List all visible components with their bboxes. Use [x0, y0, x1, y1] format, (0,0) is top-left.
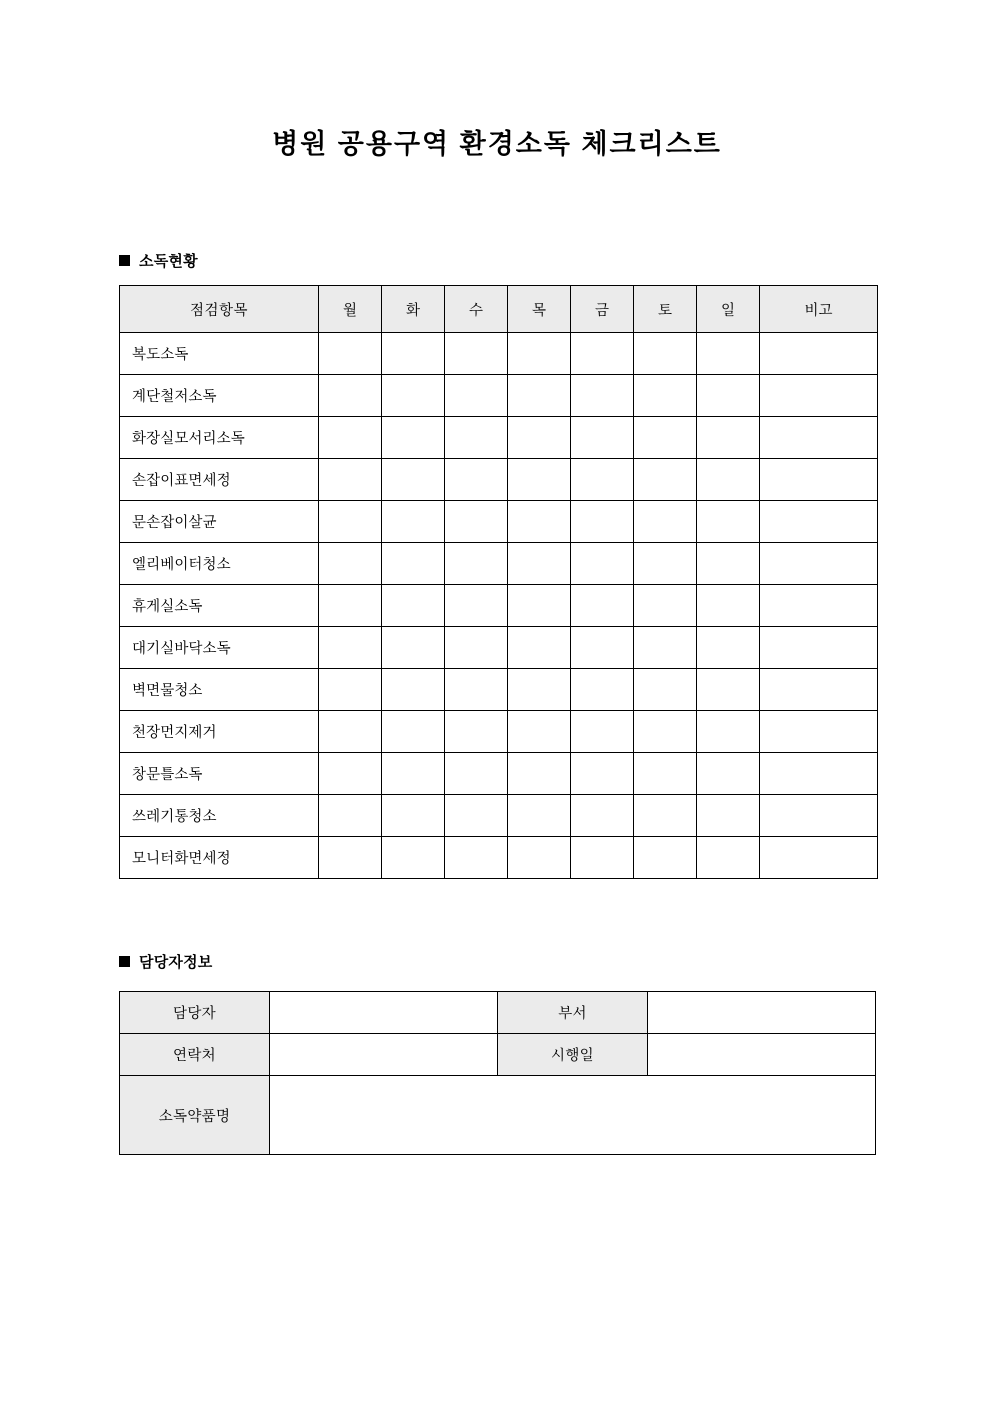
check-cell-mon[interactable] [319, 375, 382, 417]
checklist-item-label: 계단철저소독 [120, 375, 319, 417]
table-row [120, 837, 878, 879]
note-cell[interactable] [760, 837, 878, 879]
check-cell-thu[interactable] [508, 585, 571, 627]
column-header-tue: 화 [382, 286, 445, 333]
check-cell-tue[interactable] [382, 837, 445, 879]
label-person: 담당자 [120, 992, 270, 1034]
table-row [120, 992, 876, 1034]
check-cell-fri[interactable] [571, 543, 634, 585]
check-cell-fri[interactable] [571, 333, 634, 375]
check-cell-thu[interactable] [508, 333, 571, 375]
check-cell-mon[interactable] [319, 417, 382, 459]
note-cell[interactable] [760, 753, 878, 795]
page-title: 병원 공용구역 환경소독 체크리스트 [272, 129, 722, 159]
staff-table-body [120, 992, 876, 1155]
check-cell-thu[interactable] [508, 627, 571, 669]
note-cell[interactable] [760, 627, 878, 669]
check-cell-tue[interactable] [382, 669, 445, 711]
check-cell-thu[interactable] [508, 837, 571, 879]
check-cell-wed[interactable] [445, 837, 508, 879]
check-cell-wed[interactable] [445, 333, 508, 375]
field-contact[interactable] [270, 1034, 498, 1076]
staff-info-table [119, 991, 876, 1155]
note-cell[interactable] [760, 333, 878, 375]
check-cell-sat[interactable] [634, 543, 697, 585]
checklist-item-label: 화장실모서리소독 [120, 417, 319, 459]
check-cell-wed[interactable] [445, 375, 508, 417]
square-bullet-icon [119, 956, 130, 967]
check-cell-sun[interactable] [697, 375, 760, 417]
field-start-date[interactable] [648, 1034, 876, 1076]
check-cell-mon[interactable] [319, 627, 382, 669]
checklist-item-label: 휴게실소독 [120, 585, 319, 627]
checklist-item-label: 쓰레기통청소 [120, 795, 319, 837]
table-row [120, 417, 878, 459]
check-cell-sun[interactable] [697, 501, 760, 543]
status-table-body [120, 333, 878, 879]
check-cell-sun[interactable] [697, 333, 760, 375]
checklist-item-label: 대기실바닥소독 [120, 627, 319, 669]
check-cell-mon[interactable] [319, 753, 382, 795]
check-cell-thu[interactable] [508, 417, 571, 459]
check-cell-mon[interactable] [319, 501, 382, 543]
label-contact: 연락처 [120, 1034, 270, 1076]
note-cell[interactable] [760, 459, 878, 501]
check-cell-tue[interactable] [382, 585, 445, 627]
note-cell[interactable] [760, 669, 878, 711]
checklist-item-label: 벽면물청소 [120, 669, 319, 711]
table-row [120, 753, 878, 795]
check-cell-sat[interactable] [634, 627, 697, 669]
table-row [120, 627, 878, 669]
check-cell-thu[interactable] [508, 669, 571, 711]
check-cell-mon[interactable] [319, 333, 382, 375]
check-cell-mon[interactable] [319, 585, 382, 627]
check-cell-fri[interactable] [571, 795, 634, 837]
check-cell-mon[interactable] [319, 837, 382, 879]
check-cell-wed[interactable] [445, 627, 508, 669]
check-cell-sat[interactable] [634, 837, 697, 879]
check-cell-sun[interactable] [697, 753, 760, 795]
check-cell-sun[interactable] [697, 543, 760, 585]
column-header-sun: 일 [697, 286, 760, 333]
table-row [120, 459, 878, 501]
table-row [120, 795, 878, 837]
disinfection-status-table [119, 285, 878, 879]
check-cell-wed[interactable] [445, 543, 508, 585]
column-header-wed: 수 [445, 286, 508, 333]
check-cell-tue[interactable] [382, 795, 445, 837]
label-chemical: 소독약품명 [120, 1076, 270, 1155]
section-heading-staff-label: 담당자정보 [139, 954, 213, 971]
note-cell[interactable] [760, 375, 878, 417]
check-cell-fri[interactable] [571, 585, 634, 627]
column-header-item: 점검항목 [120, 286, 319, 333]
label-department: 부서 [498, 992, 648, 1034]
check-cell-fri[interactable] [571, 627, 634, 669]
column-header-fri: 금 [571, 286, 634, 333]
check-cell-sat[interactable] [634, 753, 697, 795]
check-cell-tue[interactable] [382, 711, 445, 753]
check-cell-thu[interactable] [508, 711, 571, 753]
check-cell-sun[interactable] [697, 585, 760, 627]
check-cell-mon[interactable] [319, 669, 382, 711]
table-row [120, 543, 878, 585]
check-cell-thu[interactable] [508, 753, 571, 795]
check-cell-fri[interactable] [571, 753, 634, 795]
field-department[interactable] [648, 992, 876, 1034]
check-cell-wed[interactable] [445, 753, 508, 795]
check-cell-tue[interactable] [382, 333, 445, 375]
column-header-mon: 월 [319, 286, 382, 333]
check-cell-mon[interactable] [319, 543, 382, 585]
check-cell-sun[interactable] [697, 627, 760, 669]
table-row [120, 333, 878, 375]
check-cell-fri[interactable] [571, 711, 634, 753]
check-cell-wed[interactable] [445, 417, 508, 459]
note-cell[interactable] [760, 501, 878, 543]
check-cell-sat[interactable] [634, 501, 697, 543]
check-cell-wed[interactable] [445, 711, 508, 753]
check-cell-sat[interactable] [634, 711, 697, 753]
table-header-row [120, 286, 878, 333]
table-row [120, 585, 878, 627]
check-cell-thu[interactable] [508, 459, 571, 501]
check-cell-sat[interactable] [634, 585, 697, 627]
column-header-thu: 목 [508, 286, 571, 333]
check-cell-sat[interactable] [634, 375, 697, 417]
note-cell[interactable] [760, 417, 878, 459]
column-header-sat: 토 [634, 286, 697, 333]
table-row [120, 501, 878, 543]
label-start-date: 시행일 [498, 1034, 648, 1076]
column-header-note: 비고 [760, 286, 878, 333]
check-cell-tue[interactable] [382, 459, 445, 501]
check-cell-sun[interactable] [697, 795, 760, 837]
check-cell-sun[interactable] [697, 459, 760, 501]
check-cell-fri[interactable] [571, 669, 634, 711]
note-cell[interactable] [760, 711, 878, 753]
check-cell-wed[interactable] [445, 459, 508, 501]
check-cell-mon[interactable] [319, 459, 382, 501]
section-heading-status-label: 소독현황 [139, 253, 198, 270]
check-cell-sat[interactable] [634, 669, 697, 711]
checklist-item-label: 천장먼지제거 [120, 711, 319, 753]
check-cell-mon[interactable] [319, 795, 382, 837]
note-cell[interactable] [760, 795, 878, 837]
check-cell-sat[interactable] [634, 333, 697, 375]
check-cell-thu[interactable] [508, 375, 571, 417]
check-cell-thu[interactable] [508, 501, 571, 543]
field-person[interactable] [270, 992, 498, 1034]
square-bullet-icon [119, 255, 130, 266]
check-cell-wed[interactable] [445, 669, 508, 711]
section-heading-staff [119, 951, 212, 972]
check-cell-tue[interactable] [382, 543, 445, 585]
checklist-item-label: 문손잡이살균 [120, 501, 319, 543]
check-cell-tue[interactable] [382, 417, 445, 459]
check-cell-mon[interactable] [319, 711, 382, 753]
check-cell-fri[interactable] [571, 837, 634, 879]
table-row [120, 711, 878, 753]
check-cell-sun[interactable] [697, 669, 760, 711]
field-chemical[interactable] [270, 1076, 876, 1155]
note-cell[interactable] [760, 585, 878, 627]
check-cell-tue[interactable] [382, 375, 445, 417]
table-row [120, 1034, 876, 1076]
check-cell-sun[interactable] [697, 711, 760, 753]
section-heading-status [119, 250, 198, 271]
check-cell-thu[interactable] [508, 543, 571, 585]
check-cell-thu[interactable] [508, 795, 571, 837]
check-cell-tue[interactable] [382, 627, 445, 669]
note-cell[interactable] [760, 543, 878, 585]
check-cell-sat[interactable] [634, 417, 697, 459]
check-cell-fri[interactable] [571, 459, 634, 501]
check-cell-sun[interactable] [697, 837, 760, 879]
table-row [120, 375, 878, 417]
check-cell-wed[interactable] [445, 501, 508, 543]
check-cell-wed[interactable] [445, 585, 508, 627]
checklist-item-label: 엘리베이터청소 [120, 543, 319, 585]
check-cell-sat[interactable] [634, 459, 697, 501]
checklist-item-label: 복도소독 [120, 333, 319, 375]
check-cell-fri[interactable] [571, 417, 634, 459]
check-cell-fri[interactable] [571, 375, 634, 417]
check-cell-tue[interactable] [382, 501, 445, 543]
check-cell-fri[interactable] [571, 501, 634, 543]
checklist-item-label: 손잡이표면세정 [120, 459, 319, 501]
table-row [120, 1076, 876, 1155]
checklist-item-label: 모니터화면세정 [120, 837, 319, 879]
check-cell-wed[interactable] [445, 795, 508, 837]
check-cell-sat[interactable] [634, 795, 697, 837]
checklist-item-label: 창문틀소독 [120, 753, 319, 795]
check-cell-sun[interactable] [697, 417, 760, 459]
check-cell-tue[interactable] [382, 753, 445, 795]
table-row [120, 669, 878, 711]
